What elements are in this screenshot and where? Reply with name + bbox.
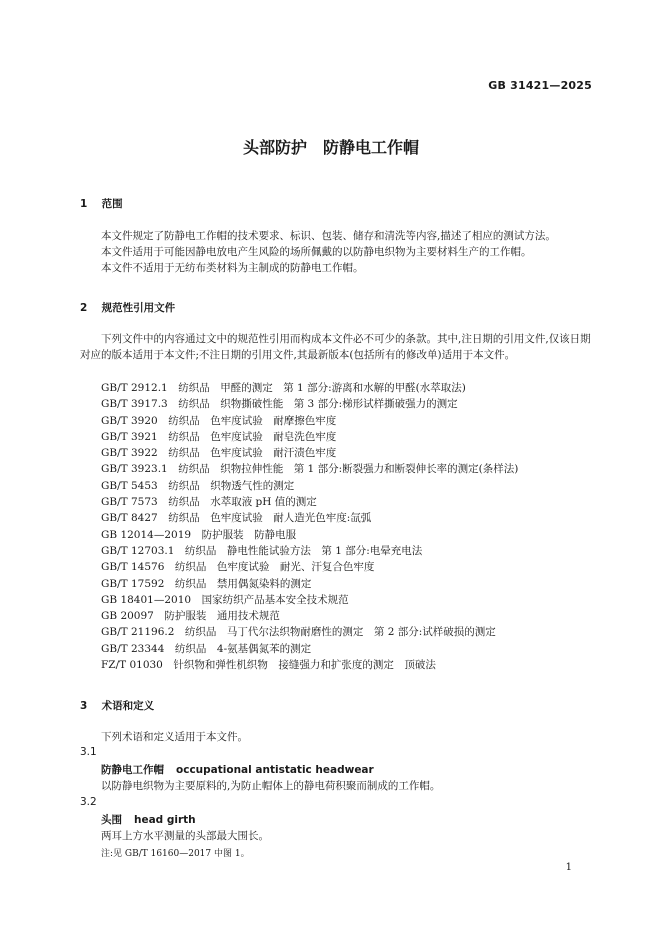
standard-number: GB 31421—2025 [488, 79, 592, 92]
term-chinese: 头围 [101, 814, 122, 826]
section-1-heading [80, 196, 123, 211]
term-entry [101, 762, 374, 777]
section-3-number: 3 [80, 700, 88, 712]
reference-item: GB 12014—2019 防护服装 防静电服 [101, 528, 297, 541]
section-1-number: 1 [80, 198, 88, 210]
reference-item: GB/T 3921 纺织品 色牢度试验 耐皂洗色牢度 [101, 430, 337, 443]
document-title: 头部防护 防静电工作帽 [242, 138, 419, 157]
term-definition: 两耳上方水平测量的头部最大围长。 [101, 830, 269, 842]
reference-item: GB/T 5453 纺织品 织物透气性的测定 [101, 479, 295, 492]
reference-item: GB/T 14576 纺织品 色牢度试验 耐光、汗复合色牢度 [101, 561, 375, 574]
reference-item: GB/T 2912.1 纺织品 甲醛的测定 第 1 部分:游离和水解的甲醛(水萃取法) [101, 382, 466, 394]
reference-item: GB/T 12703.1 纺织品 静电性能试验方法 第 1 部分:电晕充电法 [101, 544, 423, 557]
section-2-title: 规范性引用文件 [101, 302, 176, 314]
section-1-title: 范围 [101, 198, 123, 210]
term-english: occupational antistatic headwear [176, 764, 374, 776]
reference-item: GB/T 3917.3 纺织品 织物撕破性能 第 3 部分:梯形试样撕破强力的测定 [101, 398, 458, 411]
term-definition: 以防静电织物为主要原料的,为防止帽体上的静电荷积聚而制成的工作帽。 [101, 780, 441, 792]
clause-number: 3.2 [80, 796, 97, 808]
term-english: head girth [134, 814, 196, 826]
reference-item: GB/T 8427 纺织品 色牢度试验 耐人造光色牢度:氙弧 [101, 512, 372, 525]
reference-item: GB/T 17592 纺织品 禁用偶氮染料的测定 [101, 577, 312, 590]
section-1-paragraph: 本文件适用于可能因静电放电产生风险的场所佩戴的以防静电织物为主要材料生产的工作帽。 [101, 246, 532, 258]
reference-item: GB 20097 防护服装 通用技术规范 [101, 610, 280, 623]
section-3-intro: 下列术语和定义适用于本文件。 [101, 731, 248, 743]
section-2-heading [80, 300, 175, 315]
term-entry [101, 812, 196, 827]
clause-number: 3.1 [80, 746, 97, 758]
section-1-paragraph: 本文件规定了防静电工作帽的技术要求、标识、包装、储存和清洗等内容,描述了相应的测试方法。 [101, 230, 556, 242]
reference-item: GB/T 21196.2 纺织品 马丁代尔法织物耐磨性的测定 第 2 部分:试样破损的测定 [101, 626, 496, 639]
term-note: 注:见 GB/T 16160—2017 中图 1。 [101, 849, 250, 859]
section-3-title: 术语和定义 [101, 700, 155, 712]
reference-item: GB/T 23344 纺织品 4-氨基偶氮苯的测定 [101, 642, 312, 655]
section-2-intro: 下列文件中的内容通过文中的规范性引用而构成本文件必不可少的条款。其中,注日期的引用文件,仅该日期对应的版本适用于本文件;不注日期的引用文件,其最新版本(包括所有的修改单)适用于本文件。 [80, 333, 591, 361]
reference-list [101, 380, 518, 673]
reference-item: GB/T 3920 纺织品 色牢度试验 耐摩擦色牢度 [101, 414, 337, 427]
reference-item: GB/T 3922 纺织品 色牢度试验 耐汗渍色牢度 [101, 447, 337, 460]
term-chinese: 防静电工作帽 [101, 764, 164, 776]
reference-item: GB/T 7573 纺织品 水萃取液 pH 值的测定 [101, 496, 317, 509]
section-3-heading [80, 698, 154, 713]
section-1-paragraph: 本文件不适用于无纺布类材料为主制成的防静电工作帽。 [101, 262, 364, 274]
reference-item: FZ/T 01030 针织物和弹性机织物 接缝强力和扩张度的测定 顶破法 [101, 659, 436, 672]
reference-item: GB 18401—2010 国家纺织产品基本安全技术规范 [101, 593, 349, 606]
section-2-number: 2 [80, 302, 88, 314]
page-number: 1 [565, 862, 572, 873]
reference-item: GB/T 3923.1 纺织品 织物拉伸性能 第 1 部分:断裂强力和断裂伸长率的测定(条样法) [101, 463, 519, 476]
